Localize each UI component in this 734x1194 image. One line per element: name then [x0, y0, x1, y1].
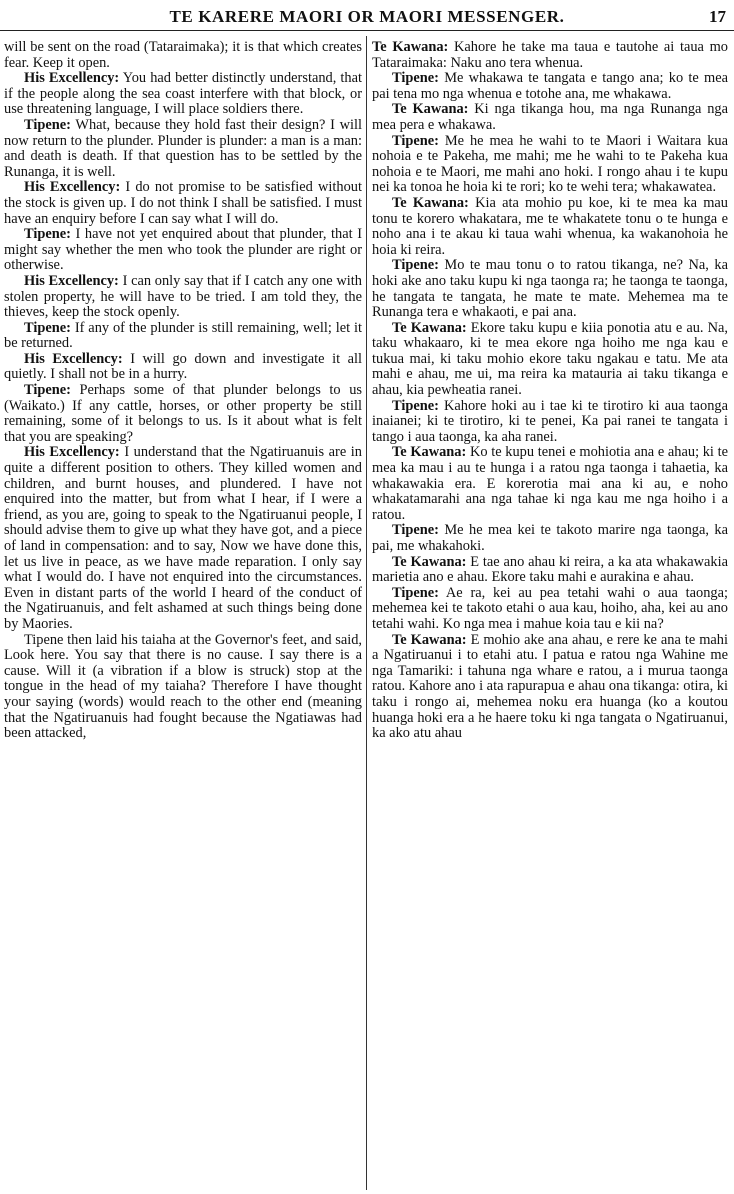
speaker-label: His Excellency: [24, 350, 123, 367]
paragraph-text: Me he mea kei te takoto marire nga taonga, ka pai, me whakahoki. [372, 522, 728, 554]
speaker-label: His Excellency: [24, 272, 119, 289]
paragraph-text: I understand that the Ngatiruanuis are in quite a different position to others. They killed women and children, and burnt houses, and plundered. I have not enquired into the matter, but from what I hear, if I were a friend, as you are, going to speak to the Ngatiruanui people, I should advise them to give up what they have got, and a piece of land in compensation: and to say, Now we have done this, let us live in peace, as we have made reparation. I only say what I would do. I have not enquired into the circumstances. Even in distant parts of the world I heard of the conduct of the Ngatiruanuis, and felt ashamed at such things being done by Maories. [4, 444, 362, 632]
paragraph [372, 134, 728, 196]
paragraph [4, 383, 362, 445]
speaker-label: Tipene: [24, 319, 71, 336]
speaker-label: Tipene: [392, 70, 439, 87]
paragraph [372, 40, 728, 71]
page-header [0, 4, 734, 31]
paragraph [372, 445, 728, 523]
paragraph-text: Tipene then laid his taiaha at the Governor's feet, and said, Look here. You say that there is no cause. I say there is a cause. Will it (a vibration if a blow is struck) stop at the tongue in the head of my taiaha? Therefore I have thought your saying (words) would reach to the other end (meaning that the Ngatiruanuis had fought because the Ngatiawas had been attacked, [4, 631, 362, 742]
paragraph [4, 40, 362, 71]
paragraph-text: Ko te kupu tenei e mohiotia ana e ahau; ki te mea ka mau i au te hunga i a ratou nga taonga i tahaetia, ka whakawakia era. E korerotia mai ana ki au, e noho whakatamarahi ana nga tahae ki nga kau me nga hoiho i a ratou. [372, 444, 728, 523]
paragraph [372, 258, 728, 320]
speaker-label: Tipene: [24, 116, 71, 133]
paragraph [372, 523, 728, 554]
english-column [4, 40, 362, 1190]
paragraph-text: Kahore hoki au i tae ki te tirotiro ki aua taonga inaianei; ki te tirotiro, ki te penei, Ka pai ranei te tangata i tango i aua taonga, ka aha ranei. [372, 397, 728, 445]
paragraph-text: Kahore he take ma taua e tautohe ai taua mo Tataraimaka: Naku ano tera whenua. [372, 40, 728, 71]
paragraph-text: E tae ano ahau ki reira, a ka ata whakawakia marietia ano e ahau. Ekore taku mahi e aurakina e ahau. [372, 553, 728, 586]
paragraph [372, 102, 728, 133]
paragraph [4, 227, 362, 274]
running-head: TE KARERE MAORI OR MAORI MESSENGER. [169, 7, 565, 26]
paragraph-text: Perhaps some of that plunder belongs to us (Waikato.) If any cattle, horses, or other property be still remaining, some of it belongs to us. Is it about what is felt that you are speaking? [4, 382, 362, 445]
page-number: 17 [709, 7, 726, 26]
paragraph-text: Ki nga tikanga hou, ma nga Runanga nga mea pera e whakawa. [372, 101, 728, 133]
column-rule [366, 36, 367, 1190]
paragraph-text: If any of the plunder is still remaining, well; let it be returned. [4, 319, 362, 352]
speaker-label: Tipene: [24, 226, 71, 243]
speaker-label: Te Kawana: [392, 444, 467, 461]
speaker-label: Tipene: [392, 584, 439, 601]
paragraph-text: Kia ata mohio pu koe, ki te mea ka mau tonu te korero whakatara, me te whakatete tonu o te hunga e noho ana i te akau ki taua wahi whenua, ka wakanohoia he hoia ki reira. [372, 194, 728, 258]
paragraph-text: I have not yet enquired about that plunder, that I might say whether the men who took the plunder are right or otherwise. [4, 226, 362, 274]
paragraph [4, 321, 362, 352]
speaker-label: Tipene: [392, 257, 439, 274]
speaker-label: Te Kawana: [392, 631, 467, 648]
paragraph [372, 399, 728, 446]
paragraph [4, 633, 362, 742]
paragraph-text: You had better distinctly understand, that if the people along the sea coast interfere with that block, or use threatening language, I will place soldiers there. [4, 70, 362, 118]
speaker-label: Tipene: [392, 397, 439, 414]
paragraph-text: will be sent on the road (Tataraimaka); it is that which creates fear. Keep it open. [4, 40, 362, 71]
paragraph [4, 352, 362, 383]
paragraph [372, 586, 728, 633]
paragraph-text: Ekore taku kupu e kiia ponotia atu e au. Na, taku whakaaro, ki te mea ekore nga hoiho me nga kau e tukua mai, ki taku mohio ekore taku ngakau e tatu. Me ata mahi e ahau, me ui, ma reira ka matauria ai taku tikanga e ahau, kia pewheatia ranei. [372, 319, 728, 399]
paragraph [372, 196, 728, 258]
paragraph-text: E mohio ake ana ahau, e rere ke ana te mahi a Ngatiruanui i to etahi atu. I patua e ratou nga Wahine me nga Tamariki: i tahuna nga whare e ratou, a i murua taonga ratou. Kahore ano i ata rapurapua e ahau ona tikanga: otira, ki taku i rongo ai, mehemea noku era huanga (ko a koutou huanga hoki era a he haere toku ki nga tangata o Ngatiruanui, ka ako atu ahau [372, 631, 728, 742]
speaker-label: Te Kawana: [392, 319, 467, 336]
speaker-label: Te Kawana: [392, 101, 469, 118]
paragraph-text: I will go down and investigate it all quietly. I shall not be in a hurry. [4, 350, 362, 383]
speaker-label: Te Kawana: [392, 553, 467, 570]
paragraph [4, 118, 362, 180]
paragraph-text: Ae ra, kei au pea tetahi wahi o aua taonga; mehemea kei te takoto etahi o aua kau, hoiho, aha, kei au ano tetahi wahi. Ko nga mea i mahue koia tau e kii na? [372, 584, 728, 632]
speaker-label: Te Kawana: [392, 194, 469, 211]
speaker-label: His Excellency: [24, 70, 120, 87]
paragraph [4, 71, 362, 118]
paragraph [372, 71, 728, 102]
paragraph [4, 445, 362, 632]
paragraph-text: I can only say that if I catch any one with stolen property, he will have to be tried. I am told they, the thieves, keep the stock openly. [4, 272, 362, 321]
paragraph [4, 274, 362, 321]
paragraph-text: Me whakawa te tangata e tango ana; ko te mea pai tena mo nga whenua e totohe ana, me whakawa. [372, 70, 728, 102]
paragraph-text: Mo te mau tonu o to ratou tikanga, ne? Na, ka hoki ake ano taku kupu ki nga taonga ra; he taonga te taonga, he tangata te tangata, he mate te mate. Mehemea ma te Runanga tera e whakaoti, e pai ana. [372, 257, 728, 321]
paragraph [372, 321, 728, 399]
speaker-label: His Excellency: [24, 179, 121, 196]
paragraph-text: Me he mea he wahi to te Maori i Waitara kua nohoia e te Pakeha, me mahi; me he wahi to te Pakeha kua nohoia e te Maori, me mahi ano hoki. I rongo ahau i te kupu nei ka tonoa he hoia ki te rori; ko te wehi tera; whakawatea. [372, 132, 728, 196]
paragraph [4, 180, 362, 227]
paragraph-text: What, because they hold fast their design? I will now return to the plunder. Plunder is plunder: a man is a man: and death is death. If that question has to be settled by the Runanga, it is well. [4, 116, 362, 180]
maori-column [372, 40, 728, 1190]
paragraph-text: I do not promise to be satisfied without the stock is given up. I do not think I shall be satisfied. I must have an enquiry before I can say what I will do. [4, 179, 362, 227]
speaker-label: Te Kawana: [372, 40, 449, 55]
paragraph [372, 633, 728, 742]
speaker-label: Tipene: [392, 132, 439, 149]
speaker-label: Tipene: [392, 522, 439, 539]
speaker-label: Tipene: [24, 382, 71, 399]
speaker-label: His Excellency: [24, 444, 120, 461]
paragraph [372, 555, 728, 586]
